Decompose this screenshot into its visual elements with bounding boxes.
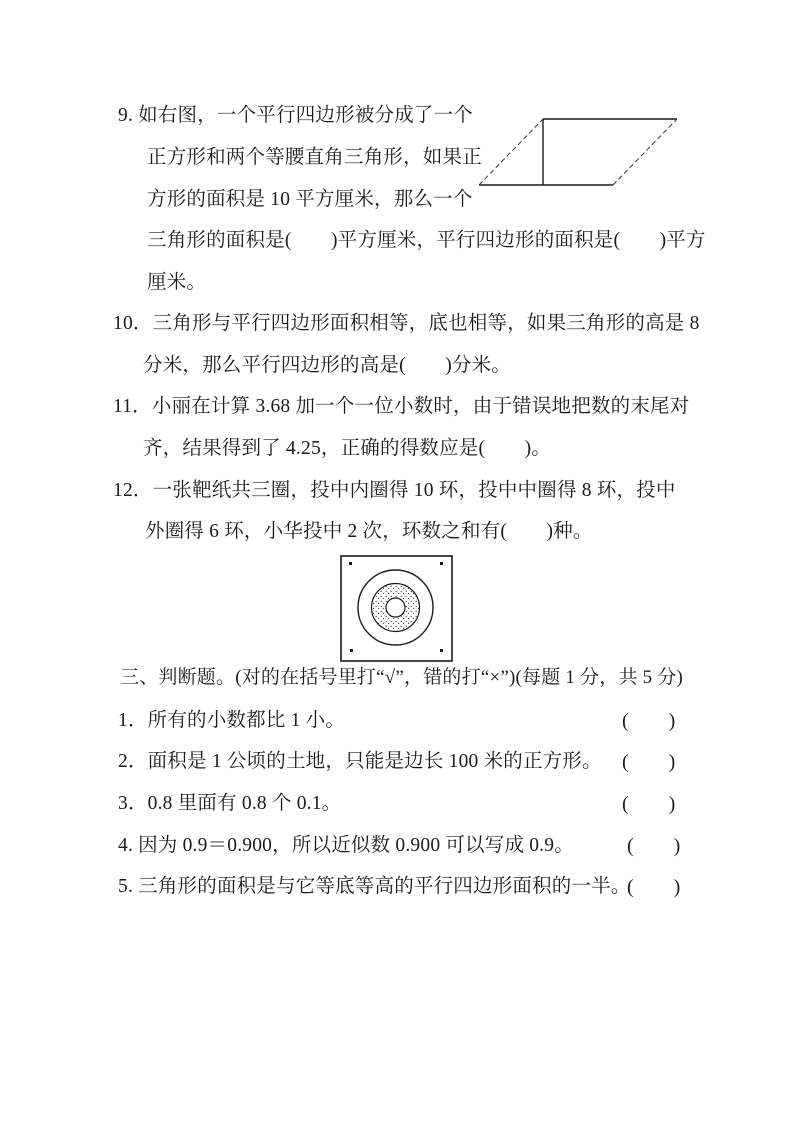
question-9-line-2: 正方形和两个等腰直角三角形，如果正 xyxy=(147,147,482,168)
question-12-line-2: 外圈得 6 环，小华投中 2 次，环数之和有( )种。 xyxy=(145,521,593,542)
question-9-line-4: 三角形的面积是( )平方厘米，平行四边形的面积是( )平方 xyxy=(147,230,706,251)
question-10-line-1: 10．三角形与平行四边形面积相等，底也相等，如果三角形的高是 8 xyxy=(113,313,700,334)
judgment-item-4 xyxy=(0,834,793,860)
judgment-item-4-text: 4. 因为 0.9＝0.900，所以近似数 0.900 可以写成 0.9。 xyxy=(118,835,574,856)
question-9-line-1: 9. 如右图，一个平行四边形被分成了一个 xyxy=(118,105,474,126)
corner-dot-bottom-left xyxy=(350,649,353,652)
judgment-item-2-answer-blank: ( ) xyxy=(622,751,676,773)
judgment-item-1 xyxy=(0,709,793,735)
parallelogram-diagram xyxy=(472,110,684,192)
question-11-line-1: 11．小丽在计算 3.68 加一个一位小数时，由于错误地把数的末尾对 xyxy=(113,396,690,417)
judgment-item-5 xyxy=(0,875,793,901)
corner-dot-top-right xyxy=(440,562,443,565)
corner-dot-top-left xyxy=(349,562,352,565)
judgment-item-2 xyxy=(0,750,793,776)
judgment-item-1-answer-blank: ( ) xyxy=(622,710,676,732)
judgment-item-5-text: 5. 三角形的面积是与它等底等高的平行四边形面积的一半。 xyxy=(118,876,631,897)
question-10-line-2: 分米，那么平行四边形的高是( )分米。 xyxy=(143,355,511,376)
judgment-item-3-text: 3．0.8 里面有 0.8 个 0.1。 xyxy=(118,793,342,814)
target-diagram xyxy=(340,555,453,663)
question-9-line-3: 方形的面积是 10 平方厘米，那么一个 xyxy=(147,189,473,210)
section-3-heading: 三、判断题。(对的在括号里打“√”，错的打“×”)(每题 1 分，共 5 分) xyxy=(120,667,683,688)
judgment-item-2-text: 2．面积是 1 公顷的土地，只能是边长 100 米的正方形。 xyxy=(118,751,602,772)
question-11-line-2: 齐，结果得到了 4.25，正确的得数应是( )。 xyxy=(143,438,551,459)
corner-dot-bottom-right xyxy=(440,649,443,652)
judgment-item-3-answer-blank: ( ) xyxy=(622,793,676,815)
judgment-item-4-answer-blank: ( ) xyxy=(627,835,681,857)
judgment-item-1-text: 1．所有的小数都比 1 小。 xyxy=(118,710,346,731)
question-12-line-1: 12．一张靶纸共三圈，投中内圈得 10 环，投中中圈得 8 环，投中 xyxy=(113,480,676,501)
inner-ring xyxy=(386,598,405,617)
judgment-item-3 xyxy=(0,792,793,818)
judgment-item-5-answer-blank: ( ) xyxy=(627,876,681,898)
question-9-line-5: 厘米。 xyxy=(147,272,207,293)
